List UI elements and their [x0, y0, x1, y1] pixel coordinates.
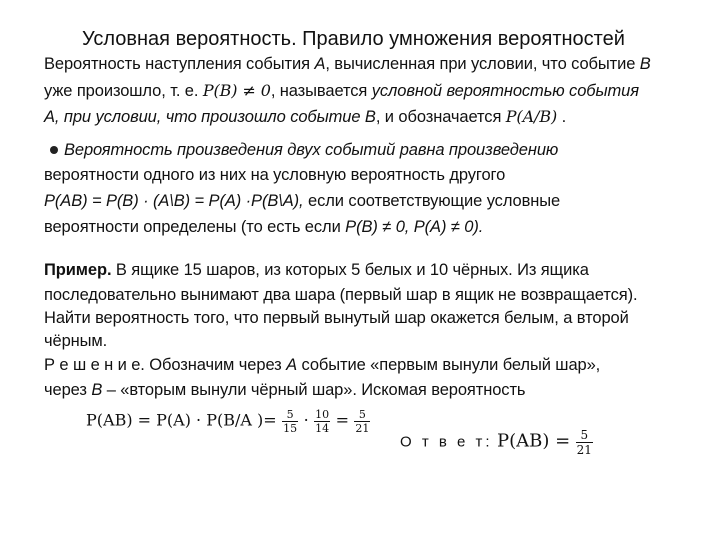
example-line-1 [44, 261, 589, 280]
solution-line-1 [44, 356, 600, 375]
multiplication-formula: P(AB) = P(B) · (A\B) = P(A) ·P(B\A), [44, 192, 304, 210]
numerator: 5 [580, 428, 589, 442]
denominator: 21 [355, 422, 370, 435]
event-b: B [639, 55, 651, 73]
definition-line-2 [44, 81, 639, 101]
theorem-line-4 [44, 218, 483, 237]
text: вероятности определены (то есть если [44, 218, 346, 236]
theorem-line-1: Вероятность произведения двух событий равна произведению [64, 141, 559, 159]
text: уже произошло, т. е. [44, 82, 203, 100]
numerator: 10 [315, 408, 330, 421]
multiply-dot: · [303, 410, 309, 430]
event-a: A [314, 55, 326, 73]
text: Обозначим через [144, 356, 287, 374]
example-label: Пример. [44, 261, 112, 279]
fraction-5-21 [354, 408, 370, 435]
solution-formula [86, 408, 371, 435]
numerator: 5 [286, 408, 294, 421]
fraction-10-14 [314, 408, 330, 435]
conditions: P(B) ≠ 0, P(A) ≠ 0). [345, 218, 484, 236]
theorem-line-2: вероятности одного из них на условную вероятность другого [44, 166, 506, 184]
answer-fraction [576, 428, 593, 457]
definition-line-1 [44, 55, 651, 74]
answer-label: О т в е т: [400, 433, 493, 451]
page-title: Условная вероятность. Правило умножения вероятностей [82, 28, 625, 50]
math-condition: P(B) ≠ 0 [202, 81, 271, 100]
text: , называется [270, 82, 372, 100]
theorem-line-3 [44, 192, 560, 211]
term-conditional-probability: условной вероятностью события [371, 82, 639, 100]
text: , вычисленная при условии, что событие [325, 55, 640, 73]
text: Вероятность наступления события [44, 55, 315, 73]
event-b: B [91, 381, 103, 399]
text: . [557, 108, 567, 126]
bullet-icon [50, 146, 58, 154]
denominator: 21 [576, 443, 592, 457]
example-line-2: последовательно вынимают два шара (первый шар в ящик не возвращается). [44, 286, 638, 304]
definition-line-3 [44, 107, 566, 127]
example-line-3: Найти вероятность того, что первый вынутый шар окажется белым, а второй [44, 309, 629, 327]
text: , и обозначается [375, 108, 506, 126]
formula-lhs: P(AB) = P(A) · P(B/A )= [86, 410, 277, 430]
numerator: 5 [358, 408, 366, 421]
answer [400, 428, 594, 457]
text: – «вторым вынули чёрный шар». Искомая вероятность [102, 381, 526, 399]
fraction-5-15 [282, 408, 298, 435]
event-a: A [44, 108, 55, 126]
math-notation: P(A/B) [505, 107, 558, 126]
answer-lhs: P(AB) = [497, 430, 571, 452]
denominator: 15 [283, 422, 298, 435]
text: , при условии, что произошло событие В [54, 108, 376, 126]
event-a: A [286, 356, 298, 374]
equals-sign: = [335, 410, 349, 430]
text: через [44, 381, 92, 399]
solution-line-2 [44, 381, 525, 400]
text: если соответствующие условные [303, 192, 561, 210]
denominator: 14 [315, 422, 330, 435]
text: В ящике 15 шаров, из которых 5 белых и 10 чёрных. Из ящика [111, 261, 589, 279]
solution-label: Р е ш е н и е. [44, 356, 145, 374]
text: событие «первым вынули белый шар», [297, 356, 601, 374]
example-line-4: чёрным. [44, 332, 108, 350]
